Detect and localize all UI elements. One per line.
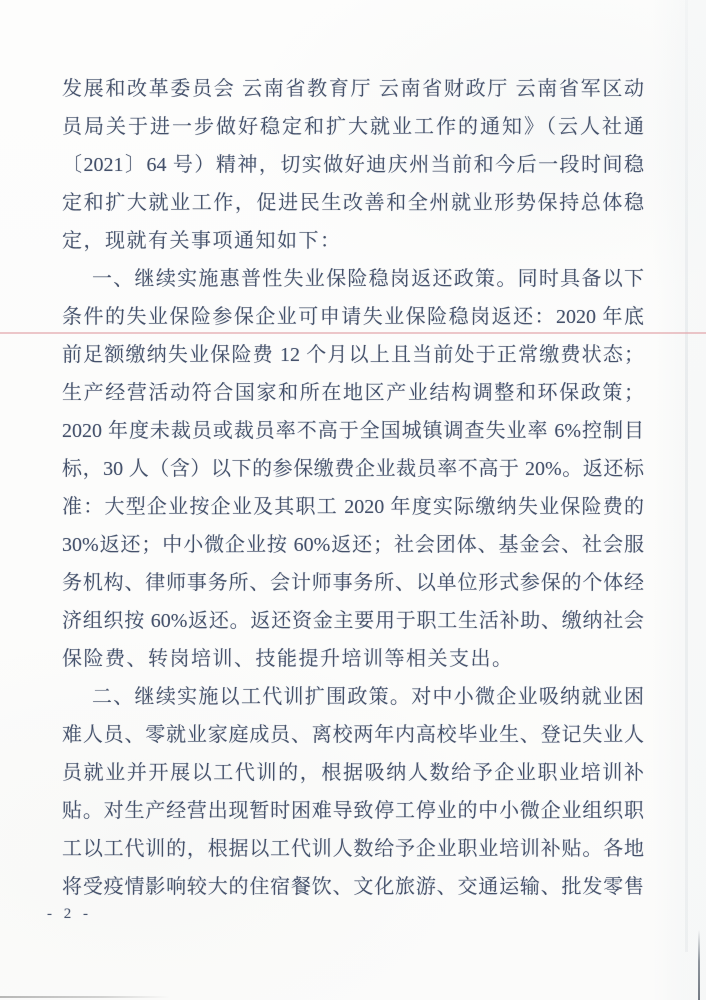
scan-artifact-right-streak	[685, 0, 688, 952]
text-line: 生产经营活动符合国家和所在地区产业结构调整和环保政策；	[62, 382, 644, 404]
text-line: 〔2021〕64 号）精神，切实做好迪庆州当前和今后一段时间稳	[62, 154, 644, 176]
text-line: 30%返还；中小微企业按 60%返还；社会团体、基金会、社会服	[62, 534, 644, 556]
scan-artifact-bottom-left-line	[0, 996, 170, 998]
text-line: 定和扩大就业工作，促进民生改善和全州就业形势保持总体稳	[62, 192, 644, 214]
text-line: 员局关于进一步做好稳定和扩大就业工作的通知》（云人社通	[62, 116, 644, 138]
page-number: - 2 -	[47, 906, 92, 922]
text-line: 标，30 人（含）以下的参保缴费企业裁员率不高于 20%。返还标	[62, 458, 644, 480]
text-line: 保险费、转岗培训、技能提升培训等相关支出。	[62, 648, 514, 670]
text-line: 2020 年度未裁员或裁员率不高于全国城镇调查失业率 6%控制目	[62, 420, 644, 442]
text-line: 定，现就有关事项通知如下：	[62, 230, 342, 252]
text-line: 发展和改革委员会 云南省教育厅 云南省财政厅 云南省军区动	[62, 78, 644, 100]
text-line: 务机构、律师事务所、会计师事务所、以单位形式参保的个体经	[62, 572, 644, 594]
text-line: 条件的失业保险参保企业可申请失业保险稳岗返还：2020 年底	[62, 306, 644, 328]
text-line: 济组织按 60%返还。返还资金主要用于职工生活补助、缴纳社会	[62, 610, 644, 632]
text-line: 二、继续实施以工代训扩围政策。对中小微企业吸纳就业困	[92, 686, 644, 708]
text-line: 难人员、零就业家庭成员、离校两年内高校毕业生、登记失业人	[62, 724, 644, 746]
scan-artifact-right-edge-line	[698, 930, 700, 1000]
text-line: 将受疫情影响较大的住宿餐饮、文化旅游、交通运输、批发零售	[62, 876, 644, 898]
text-line: 一、继续实施惠普性失业保险稳岗返还政策。同时具备以下	[92, 268, 644, 290]
text-block	[62, 70, 644, 906]
scan-artifact-right-band	[652, 0, 706, 1000]
text-line: 前足额缴纳失业保险费 12 个月以上且当前处于正常缴费状态；	[62, 344, 644, 366]
text-line: 员就业并开展以工代训的，根据吸纳人数给予企业职业培训补	[62, 762, 644, 784]
text-line: 工以工代训的，根据以工代训人数给予企业职业培训补贴。各地	[62, 838, 644, 860]
text-line: 贴。对生产经营出现暂时困难导致停工停业的中小微企业组织职	[62, 800, 644, 822]
text-line: 准：大型企业按企业及其职工 2020 年度实际缴纳失业保险费的	[62, 496, 644, 518]
